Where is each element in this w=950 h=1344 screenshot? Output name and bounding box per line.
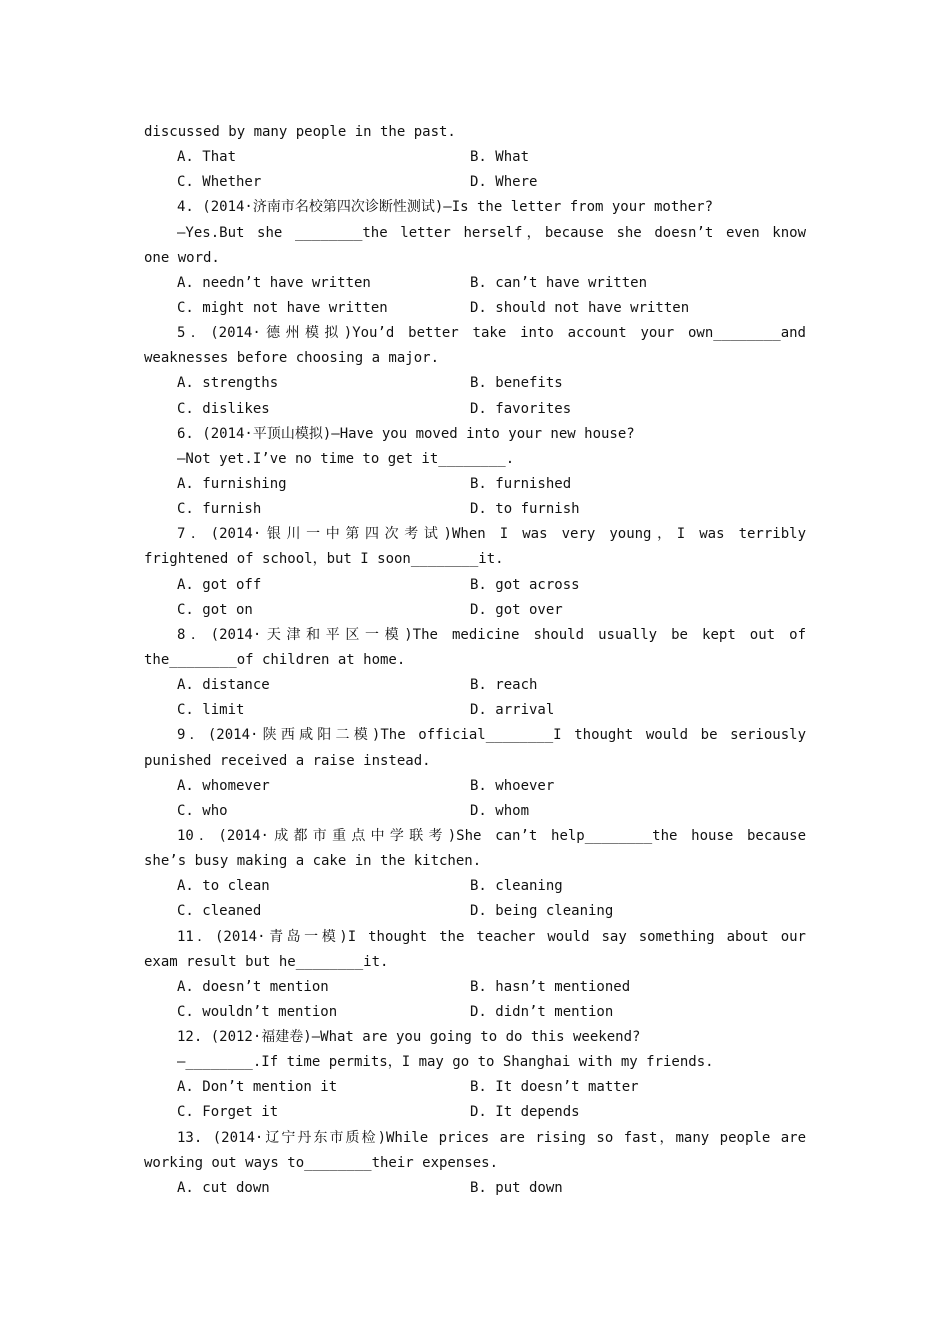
text-line: weaknesses before choosing a major. [144, 350, 440, 367]
question-line: —Yes.But she ________the letter herself，because she doesn’t even know [177, 224, 806, 241]
option-left: C. might not have written [177, 299, 388, 316]
option-right: B. What [470, 149, 530, 166]
text-line: punished received a raise instead. [144, 752, 431, 769]
option-left: A. to clean [177, 878, 270, 895]
option-row [144, 573, 806, 598]
option-row [144, 397, 806, 422]
question-line: 4. (2014·济南市名校第四次诊断性测试)—Is the letter from your mother? [177, 199, 714, 216]
option-right: D. got over [470, 601, 563, 618]
option-left: C. cleaned [177, 903, 262, 920]
option-right: B. whoever [470, 777, 555, 794]
option-row [144, 170, 806, 195]
option-left: A. doesn’t mention [177, 978, 329, 995]
option-left: A. needn’t have written [177, 274, 371, 291]
question-line: 9．(2014·陕西咸阳二模)The official________I thought would be seriously [177, 727, 806, 744]
text-line: discussed by many people in the past. [144, 124, 456, 140]
option-row [144, 371, 806, 396]
question-line: 6. (2014·平顶山模拟)—Have you moved into your new house? [177, 425, 635, 442]
option-left: C. limit [177, 702, 245, 719]
option-right: B. reach [470, 677, 538, 694]
text-line: frightened of school，but I soon________it. [144, 551, 504, 568]
text-line: one word. [144, 249, 220, 266]
text-line: exam result but he________it. [144, 953, 389, 970]
option-right: D. whom [470, 802, 530, 819]
option-row [144, 899, 806, 924]
question-line: 7．(2014·银川一中第四次考试)When I was very young，I was terribly [177, 526, 806, 543]
option-row [144, 673, 806, 698]
question-line: 5．(2014·德州模拟)You’d better take into account your own________and [177, 325, 806, 342]
option-right: D. being cleaning [470, 903, 614, 920]
option-left: C. dislikes [177, 400, 270, 417]
option-row [144, 874, 806, 899]
option-left: A. got off [177, 576, 262, 593]
option-row [144, 799, 806, 824]
option-row [144, 1000, 806, 1025]
option-left: C. got on [177, 601, 253, 618]
option-row [144, 698, 806, 723]
option-right: B. cleaning [470, 878, 563, 895]
option-left: C. furnish [177, 501, 262, 518]
option-left: A. strengths [177, 375, 279, 392]
option-row [144, 1176, 806, 1201]
option-right: D. It depends [470, 1104, 580, 1121]
exam-page [144, 120, 806, 1201]
option-right: D. didn’t mention [470, 1003, 614, 1020]
option-left: A. furnishing [177, 475, 287, 492]
option-right: B. furnished [470, 475, 572, 492]
option-left: A. That [177, 149, 237, 166]
option-right: B. hasn’t mentioned [470, 978, 631, 995]
option-row [144, 472, 806, 497]
option-right: B. benefits [470, 375, 563, 392]
option-row [144, 296, 806, 321]
text-line: the________of children at home. [144, 651, 406, 668]
option-left: C. Forget it [177, 1104, 279, 1121]
option-left: C. wouldn’t mention [177, 1003, 338, 1020]
question-line: 11．(2014·青岛一模)I thought the teacher would say something about our [177, 928, 806, 945]
option-left: C. Whether [177, 174, 262, 191]
option-right: D. should not have written [470, 299, 690, 316]
option-right: B. put down [470, 1179, 563, 1196]
option-left: A. Don’t mention it [177, 1079, 338, 1096]
question-line: —Not yet.I’ve no time to get it________. [177, 450, 515, 467]
option-right: D. arrival [470, 702, 555, 719]
option-right: D. favorites [470, 400, 572, 417]
option-row [144, 774, 806, 799]
option-left: A. cut down [177, 1179, 270, 1196]
option-row [144, 1075, 806, 1100]
question-line: —________.If time permits，I may go to Shanghai with my friends. [177, 1054, 714, 1071]
question-line: 13. (2014·辽宁丹东市质检)While prices are rising so fast，many people are [177, 1129, 806, 1146]
option-row [144, 598, 806, 623]
text-line: working out ways to________their expenses. [144, 1154, 499, 1171]
question-line: 10．(2014·成都市重点中学联考)She can’t help________the house because [177, 827, 806, 844]
option-row [144, 975, 806, 1000]
option-right: B. It doesn’t matter [470, 1079, 639, 1096]
option-right: B. can’t have written [470, 274, 648, 291]
question-line: 8．(2014·天津和平区一模)The medicine should usually be kept out of [177, 626, 806, 643]
option-right: D. Where [470, 174, 538, 191]
option-left: C. who [177, 802, 228, 819]
option-right: B. got across [470, 576, 580, 593]
option-row [144, 271, 806, 296]
option-row [144, 497, 806, 522]
option-left: A. whomever [177, 777, 270, 794]
option-left: A. distance [177, 677, 270, 694]
option-row [144, 1100, 806, 1125]
text-line: she’s busy making a cake in the kitchen. [144, 853, 482, 870]
option-row [144, 145, 806, 170]
option-right: D. to furnish [470, 501, 580, 518]
question-line: 12. (2012·福建卷)—What are you going to do this weekend? [177, 1029, 641, 1046]
